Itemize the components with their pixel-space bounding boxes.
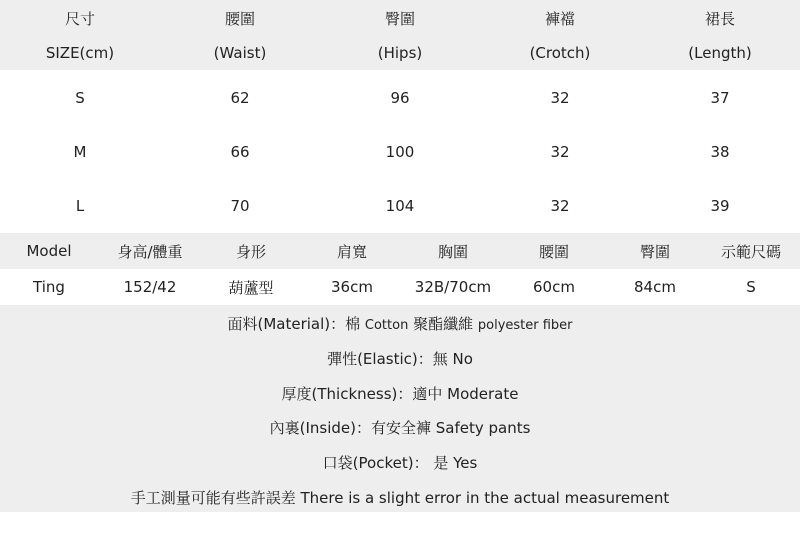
cell-hips: 104 — [385, 197, 415, 215]
material-prefix: 面料(Material)：棉 — [227, 315, 365, 333]
header-bust: 胸圍 — [437, 242, 468, 261]
cell-bust: 32B/70cm — [414, 278, 492, 296]
header-hips-zh: 臀圍 — [384, 9, 415, 28]
header-model: Model — [26, 242, 72, 260]
cell-waist: 66 — [230, 143, 250, 161]
size-row-s — [0, 86, 800, 110]
header-demo-size: 示範尺碼 — [720, 242, 781, 261]
size-row-l — [0, 194, 800, 218]
header-waist: 腰圍 — [538, 242, 569, 261]
cell-length: 38 — [710, 143, 730, 161]
header-body-shape: 身形 — [235, 242, 266, 261]
header-crotch-zh: 褲襠 — [544, 9, 575, 28]
material-poly: polyester fiber — [477, 318, 573, 333]
info-section — [0, 305, 800, 512]
cell-shoulder: 36cm — [331, 278, 373, 296]
size-table-header-en — [0, 41, 800, 65]
pocket-line: 口袋(Pocket)： 是 Yes — [322, 454, 478, 472]
cell-height-weight: 152/42 — [123, 278, 177, 296]
cell-length: 37 — [710, 89, 730, 107]
cell-demo-size: S — [746, 278, 756, 296]
material-cotton: Cotton — [364, 318, 409, 333]
cell-crotch: 32 — [550, 197, 570, 215]
cell-length: 39 — [710, 197, 730, 215]
header-crotch-en: (Crotch) — [529, 44, 591, 62]
cell-size: S — [75, 89, 85, 107]
header-shoulder: 肩寬 — [336, 242, 367, 261]
cell-crotch: 32 — [550, 143, 570, 161]
cell-crotch: 32 — [550, 89, 570, 107]
header-waist-zh: 腰圍 — [224, 9, 255, 28]
material-mid: 聚酯纖維 — [408, 315, 478, 333]
header-size-zh: 尺寸 — [64, 9, 95, 28]
header-size-en: SIZE(cm) — [45, 44, 115, 62]
header-length-zh: 裙長 — [704, 9, 735, 28]
cell-hips: 100 — [385, 143, 415, 161]
cell-waist: 70 — [230, 197, 250, 215]
size-table-header-zh — [0, 6, 800, 30]
header-waist-en: (Waist) — [213, 44, 267, 62]
header-height-weight: 身高/體重 — [117, 242, 183, 261]
material-line — [0, 313, 800, 334]
cell-size: L — [75, 197, 85, 215]
error-note-line: 手工測量可能有些許誤差 There is a slight error in the actual measurement — [130, 489, 670, 507]
inside-line: 內裏(Inside)：有安全褲 Safety pants — [269, 419, 531, 437]
elastic-line: 彈性(Elastic)：無 No — [327, 350, 473, 368]
cell-model-name: Ting — [33, 278, 65, 296]
cell-hips: 84cm — [634, 278, 676, 296]
model-row — [0, 269, 800, 305]
header-hips-en: (Hips) — [377, 44, 423, 62]
cell-hips: 96 — [390, 89, 410, 107]
cell-body-shape: 葫蘆型 — [228, 278, 274, 297]
model-table-header — [0, 233, 800, 269]
cell-waist: 62 — [230, 89, 250, 107]
size-row-m — [0, 140, 800, 164]
cell-waist: 60cm — [533, 278, 575, 296]
header-hips: 臀圍 — [639, 242, 670, 261]
cell-size: M — [73, 143, 87, 161]
header-length-en: (Length) — [688, 44, 752, 62]
thickness-line: 厚度(Thickness)：適中 Moderate — [281, 385, 519, 403]
